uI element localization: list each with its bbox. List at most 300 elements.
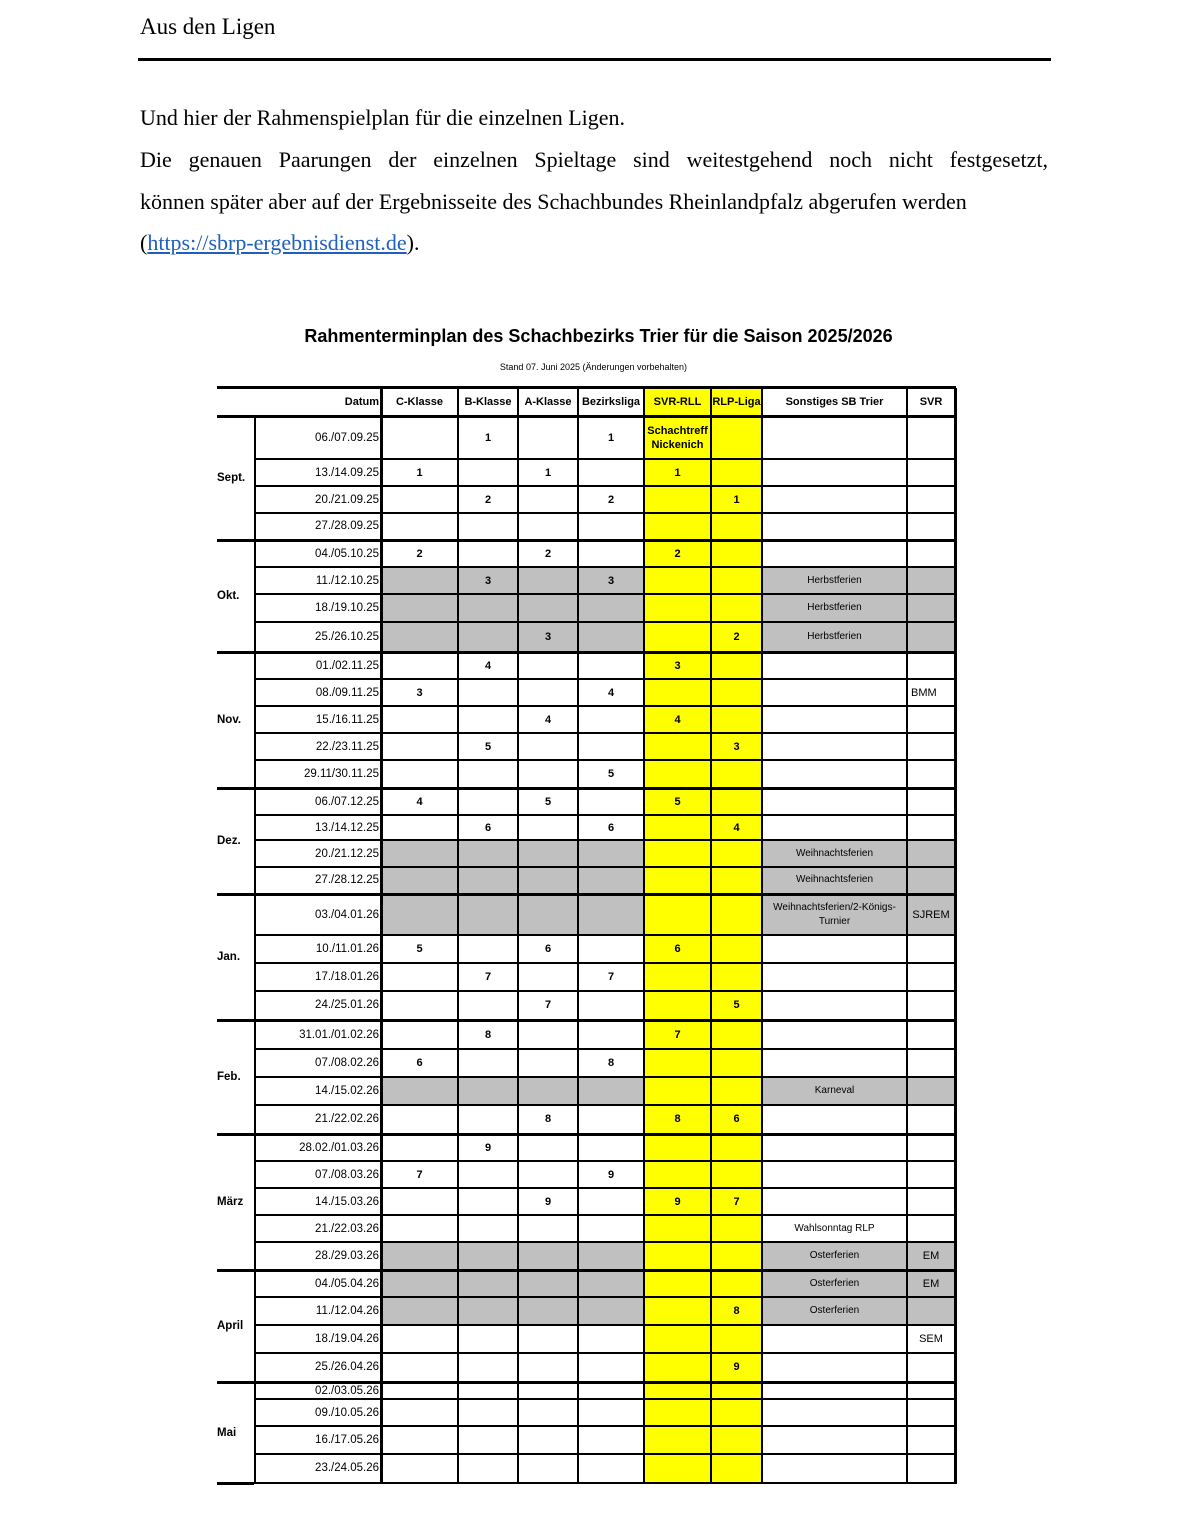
column-divider [906,388,908,1482]
cell-a-klasse: 6 [544,943,552,955]
cell-rlp-liga [711,867,762,893]
cell-rlp-liga [711,935,762,963]
cell-a-klasse: 7 [544,999,552,1011]
cell-rlp-liga [711,417,762,459]
row-divider [217,651,956,654]
cell-bezirksliga: 9 [607,1168,615,1181]
paren-open: ( [140,230,148,255]
cell-rlp-liga [711,1426,762,1454]
cell-c-klasse [381,1135,458,1161]
cell-a-klasse: 4 [544,713,552,726]
row-divider [217,1133,956,1136]
cell-a-klasse: 1 [544,466,552,479]
cell-rlp-liga [711,1215,762,1242]
cell-svr-rll [644,594,711,622]
row-divider [254,962,955,964]
cell-bezirksliga [578,622,644,651]
cell-rlp-liga: 7 [711,1188,762,1215]
cell-sonstiges [762,815,907,840]
cell-rlp-liga [711,1454,762,1482]
cell-bezirksliga [578,1426,644,1454]
date-cell: 04./05.10.25 [315,548,379,560]
cell-sonstiges [762,789,907,815]
cell-bezirksliga [578,1325,644,1353]
date-cell: 09./10.05.26 [315,1406,379,1419]
cell-svr [907,486,955,513]
cell-sonstiges [762,459,907,486]
cell-a-klasse [518,840,578,867]
cell-svr [907,867,955,893]
cell-c-klasse [381,1325,458,1353]
cell-bezirksliga [578,895,644,935]
row-divider [254,1241,955,1243]
date-cell: 18./19.04.26 [315,1333,379,1345]
cell-c-klasse [381,895,458,935]
row-divider [217,787,956,790]
cell-rlp-liga [711,1021,762,1049]
cell-svr [907,815,955,840]
row-divider [254,621,955,623]
cell-sonstiges [762,417,907,459]
cell-a-klasse [518,815,578,840]
row-divider [254,1160,955,1162]
cell-svr: EM [907,1242,955,1269]
cell-svr-rll [644,1077,711,1105]
column-divider [517,388,519,1482]
cell-sonstiges [762,653,907,679]
month-label: Jan. [217,951,241,963]
row-divider [254,759,955,761]
cell-a-klasse [518,1135,578,1161]
date-cell: 29.11/30.11.25 [303,767,379,780]
row-divider [254,814,955,816]
cell-sonstiges [762,1454,907,1482]
cell-b-klasse [458,1399,518,1426]
cell-b-klasse: 5 [484,740,492,753]
cell-bezirksliga [578,1215,644,1242]
date-cell: 27./28.09.25 [315,520,379,532]
cell-c-klasse: 1 [416,466,423,479]
cell-svr-rll [644,1271,711,1297]
cell-bezirksliga [578,1454,644,1482]
date-cell: 03./04.01.26 [315,909,379,921]
cell-c-klasse: 6 [416,1057,423,1069]
column-header-svr-rll: SVR-RLL [653,395,702,408]
date-cell: 07./08.02.26 [315,1057,379,1069]
cell-svr-rll: 1 [644,459,711,486]
cell-b-klasse [458,1188,518,1215]
cell-b-klasse [458,1077,518,1105]
cell-svr [907,935,955,963]
cell-sonstiges: Osterferien [762,1242,907,1269]
cell-svr-rll [644,760,711,787]
cell-rlp-liga [711,789,762,815]
cell-svr [907,1021,955,1049]
column-divider [577,388,579,1482]
cell-c-klasse [381,867,458,893]
cell-sonstiges: Weihnachtsferien [762,840,907,867]
month-label: April [217,1320,244,1332]
cell-a-klasse: 2 [544,548,552,560]
row-divider [254,1324,955,1326]
cell-c-klasse [381,486,458,513]
row-divider [254,678,955,680]
cell-svr-rll: 5 [644,789,711,815]
cell-svr [907,706,955,733]
cell-c-klasse [381,963,458,991]
cell-sonstiges [762,733,907,760]
date-cell: 23./24.05.26 [315,1462,379,1474]
date-cell: 01./02.11.25 [315,660,379,672]
cell-b-klasse [458,679,518,706]
date-cell: 06./07.12.25 [315,796,379,808]
cell-c-klasse [381,1021,458,1049]
cell-sonstiges: Herbstferien [762,622,907,651]
cell-bezirksliga [578,594,644,622]
cell-svr [907,1077,955,1105]
cell-a-klasse: 5 [544,796,552,808]
cell-sonstiges [762,541,907,567]
cell-svr [907,789,955,815]
cell-c-klasse: 3 [416,686,423,699]
cell-a-klasse [518,1077,578,1105]
date-cell: 17./18.01.26 [315,971,379,983]
cell-rlp-liga [711,1325,762,1353]
row-divider [254,1048,955,1050]
month-label: März [217,1196,244,1208]
cell-svr-rll [644,679,711,706]
cell-bezirksliga [578,1399,644,1426]
cell-b-klasse [458,1426,518,1454]
row-divider [254,1453,955,1455]
cell-svr [907,963,955,991]
column-divider [643,388,645,1482]
cell-svr-rll [644,1454,711,1482]
cell-svr-rll [644,1161,711,1188]
date-cell: 02./03.05.26 [315,1385,379,1397]
cell-svr: SJREM [907,895,955,935]
date-cell: 16./17.05.26 [315,1434,379,1446]
cell-svr [907,513,955,539]
cell-rlp-liga [711,963,762,991]
cell-a-klasse [518,1426,578,1454]
cell-a-klasse [518,653,578,679]
cell-bezirksliga [578,867,644,893]
cell-rlp-liga: 1 [711,486,762,513]
cell-c-klasse [381,594,458,622]
cell-bezirksliga: 7 [607,971,615,983]
cell-a-klasse [518,1325,578,1353]
cell-rlp-liga: 8 [711,1297,762,1325]
cell-rlp-liga [711,895,762,935]
date-cell: 10./11.01.26 [315,943,379,955]
date-cell: 25./26.04.26 [315,1361,379,1373]
cell-sonstiges [762,1049,907,1077]
column-divider [710,388,712,1482]
cell-rlp-liga [711,679,762,706]
cell-sonstiges: Herbstferien [762,567,907,594]
cell-svr [907,840,955,867]
cell-svr [907,541,955,567]
cell-svr-rll [644,733,711,760]
cell-c-klasse [381,1353,458,1381]
date-cell: 06./07.09.25 [315,432,379,444]
date-cell: 13./14.09.25 [315,466,379,479]
cell-sonstiges: Herbstferien [762,594,907,622]
row-divider [217,1482,254,1485]
cell-c-klasse [381,1383,458,1399]
column-divider [761,388,763,1482]
row-divider [254,1187,955,1189]
date-cell: 20./21.12.25 [315,847,379,860]
cell-b-klasse [458,622,518,651]
cell-svr [907,1215,955,1242]
cell-a-klasse [518,760,578,787]
page-header: Aus den Ligen [140,14,276,39]
column-header-c-klasse: C-Klasse [395,395,444,408]
cell-svr [907,1426,955,1454]
row-divider [254,1214,955,1216]
ergebnisdienst-link[interactable]: https://sbrp-ergebnisdienst.de [147,230,407,255]
row-divider [217,415,956,418]
cell-b-klasse: 1 [484,432,492,444]
cell-svr-rll [644,622,711,651]
cell-sonstiges [762,935,907,963]
cell-rlp-liga [711,1077,762,1105]
cell-svr-rll: 4 [644,706,711,733]
cell-svr-rll [644,867,711,893]
cell-b-klasse [458,1353,518,1381]
cell-rlp-liga: 3 [711,733,762,760]
cell-bezirksliga: 3 [578,567,644,594]
cell-sonstiges [762,1161,907,1188]
column-divider [380,388,383,1482]
cell-a-klasse [518,1399,578,1426]
date-cell: 07./08.03.26 [315,1168,379,1181]
cell-svr-rll: Schachtreff Nickenich [644,417,711,459]
date-cell: 31.01./01.02.26 [299,1029,379,1041]
cell-bezirksliga [578,840,644,867]
cell-svr-rll [644,1383,711,1399]
cell-svr-rll [644,1135,711,1161]
cell-b-klasse [458,1383,518,1399]
cell-c-klasse [381,733,458,760]
cell-svr-rll [644,1325,711,1353]
cell-a-klasse [518,1454,578,1482]
cell-c-klasse [381,760,458,787]
cell-bezirksliga [578,1242,644,1269]
cell-a-klasse [518,486,578,513]
month-label: Sept. [217,472,246,484]
row-divider [254,512,955,514]
cell-svr [907,1353,955,1381]
date-cell: 25./26.10.25 [315,630,379,643]
cell-rlp-liga [711,1271,762,1297]
row-divider [217,1269,956,1272]
row-divider [254,593,955,595]
cell-bezirksliga [578,1105,644,1133]
date-cell: 20./21.09.25 [315,493,379,506]
cell-bezirksliga [578,653,644,679]
cell-a-klasse [518,1215,578,1242]
cell-rlp-liga: 6 [711,1105,762,1133]
plan-subtitle: Stand 07. Juni 2025 (Änderungen vorbehalten) [499,362,688,372]
cell-c-klasse [381,1399,458,1426]
cell-a-klasse [518,679,578,706]
cell-a-klasse [518,1383,578,1399]
cell-rlp-liga [711,1399,762,1426]
cell-bezirksliga [578,1077,644,1105]
cell-c-klasse [381,1077,458,1105]
cell-c-klasse [381,622,458,651]
cell-svr-rll: 7 [644,1021,711,1049]
cell-c-klasse [381,815,458,840]
cell-c-klasse [381,653,458,679]
cell-bezirksliga [578,1135,644,1161]
cell-b-klasse [458,991,518,1019]
cell-sonstiges [762,1188,907,1215]
row-divider [217,539,956,542]
cell-svr [907,1454,955,1482]
cell-bezirksliga [578,935,644,963]
cell-b-klasse: 8 [484,1029,492,1041]
cell-c-klasse [381,706,458,733]
cell-bezirksliga [578,991,644,1019]
cell-svr [907,1383,955,1399]
date-cell: 08./09.11.25 [315,686,379,699]
cell-svr-rll [644,1049,711,1077]
cell-a-klasse [518,513,578,539]
cell-svr [907,1399,955,1426]
cell-sonstiges [762,760,907,787]
cell-bezirksliga: 5 [607,767,615,780]
row-divider [254,990,955,992]
cell-b-klasse [458,895,518,935]
column-divider [254,415,256,1482]
cell-rlp-liga [711,567,762,594]
intro-line-1: Und hier der Rahmenspielplan für die einzelnen Ligen. [140,105,626,130]
cell-a-klasse [518,567,578,594]
cell-a-klasse [518,417,578,459]
cell-b-klasse: 9 [484,1142,492,1154]
cell-svr-rll [644,486,711,513]
cell-a-klasse [518,963,578,991]
date-cell: 18./19.10.25 [315,602,379,614]
cell-bezirksliga [578,1383,644,1399]
cell-rlp-liga: 5 [711,991,762,1019]
cell-svr [907,1135,955,1161]
cell-svr [907,567,955,594]
column-divider [954,388,957,1484]
column-header-sonstiges: Sonstiges SB Trier [785,395,884,408]
cell-rlp-liga [711,706,762,733]
column-header-bezirksliga: Bezirksliga [581,395,641,408]
cell-svr [907,653,955,679]
cell-sonstiges: Karneval [762,1077,907,1105]
cell-svr [907,1161,955,1188]
row-divider [217,386,956,389]
cell-c-klasse [381,1454,458,1482]
cell-b-klasse [458,1161,518,1188]
intro-line-2: Die genauen Paarungen der einzelnen Spieltage sind weitestgehend noch nicht festgesetzt, [140,147,1048,172]
cell-rlp-liga [711,1135,762,1161]
date-cell: 11./12.10.25 [315,574,379,587]
cell-a-klasse [518,1242,578,1269]
date-cell: 24./25.01.26 [315,999,379,1011]
cell-c-klasse [381,1188,458,1215]
cell-c-klasse: 7 [416,1168,423,1181]
plan-title-text: Rahmenterminplan des Schachbezirks Trier für die Saison 2025/2026 [304,326,893,346]
cell-b-klasse [458,706,518,733]
cell-svr [907,760,955,787]
cell-c-klasse [381,1271,458,1297]
row-divider [254,1104,955,1106]
cell-b-klasse [458,459,518,486]
cell-sonstiges [762,1325,907,1353]
cell-svr-rll [644,1215,711,1242]
cell-svr-rll [644,1399,711,1426]
date-cell: 11./12.04.26 [315,1305,379,1317]
cell-c-klasse [381,1215,458,1242]
cell-svr-rll [644,815,711,840]
cell-a-klasse: 3 [518,622,578,651]
cell-rlp-liga: 2 [711,622,762,651]
cell-bezirksliga: 2 [607,493,615,506]
row-divider [254,566,955,568]
cell-b-klasse [458,935,518,963]
intro-line-3: können später aber auf der Ergebnisseite des Schachbundes Rheinlandpfalz abgerufen werden [140,189,967,214]
cell-a-klasse [518,1021,578,1049]
cell-b-klasse [458,1297,518,1325]
cell-sonstiges: Osterferien [762,1271,907,1297]
row-divider [217,1019,956,1022]
cell-b-klasse [458,1454,518,1482]
cell-bezirksliga [578,1353,644,1381]
cell-rlp-liga [711,840,762,867]
cell-svr [907,594,955,622]
row-divider [217,1482,956,1484]
cell-svr-rll [644,991,711,1019]
cell-svr [907,1049,955,1077]
row-divider [254,1425,955,1427]
cell-a-klasse [518,1353,578,1381]
date-cell: 04./05.04.26 [315,1278,379,1290]
cell-b-klasse: 3 [458,567,518,594]
row-divider [254,934,955,936]
date-cell: 14./15.03.26 [315,1195,379,1208]
cell-rlp-liga [711,653,762,679]
cell-sonstiges: Osterferien [762,1297,907,1325]
cell-sonstiges [762,1383,907,1399]
cell-sonstiges [762,679,907,706]
cell-b-klasse: 6 [484,821,492,834]
row-divider [254,1352,955,1354]
cell-svr-rll [644,1297,711,1325]
row-divider [254,732,955,734]
cell-svr-rll [644,1242,711,1269]
cell-svr [907,1105,955,1133]
cell-svr [907,459,955,486]
date-cell: 15./16.11.25 [315,713,379,726]
row-divider [217,1381,956,1384]
cell-a-klasse [518,895,578,935]
cell-b-klasse: 7 [484,971,492,983]
cell-b-klasse [458,1215,518,1242]
row-divider [254,839,955,841]
cell-sonstiges [762,1021,907,1049]
cell-a-klasse [518,733,578,760]
cell-a-klasse: 8 [544,1113,552,1125]
